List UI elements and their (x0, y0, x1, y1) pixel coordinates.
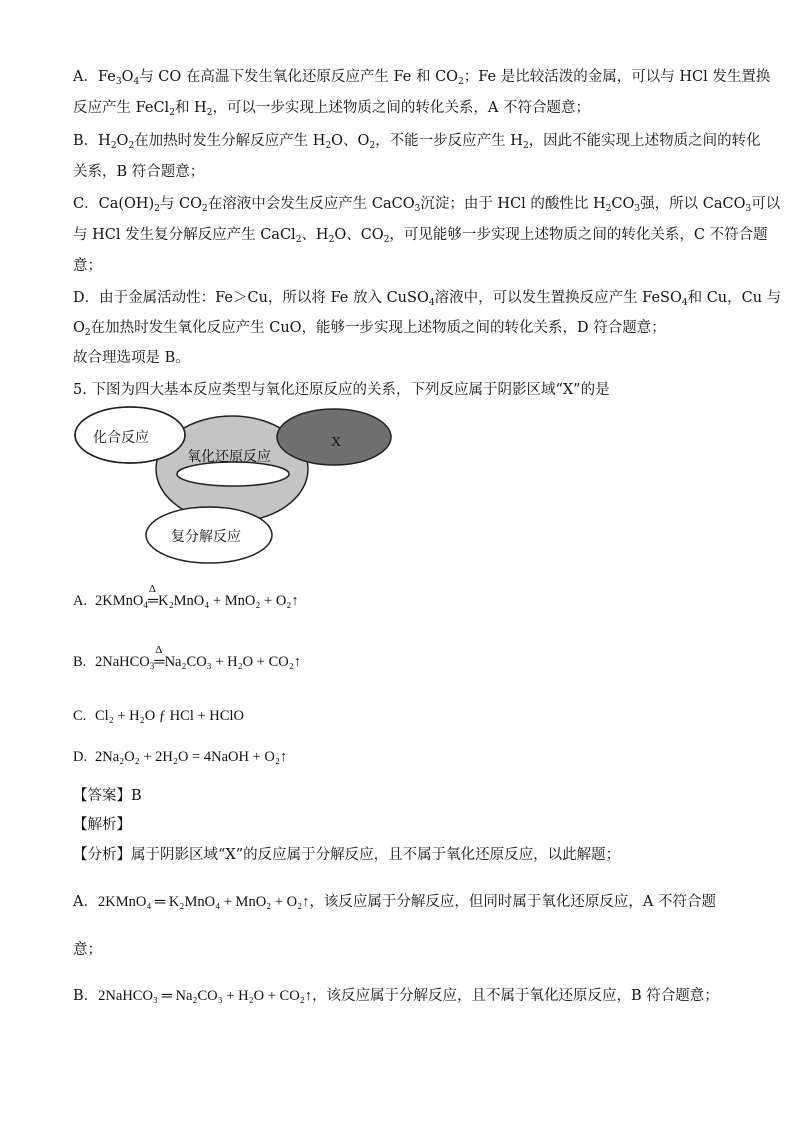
question-stem: 5. 下图为四大基本反应类型与氧化还原反应的关系，下列反应属于阴影区域“X”的是 (73, 382, 610, 398)
venn-replacement (177, 462, 289, 486)
answer-a-line: A．2KMnO₄ ═ K₂MnO₄ + MnO₂ + O₂↑，该反应属于分解反应，但同时属于氧化还原反应，A 不符合题 (73, 894, 716, 910)
analysis-c-line3: 意； (73, 258, 102, 274)
venn-label-combination: 化合反应 (93, 430, 149, 446)
venn-label-oxidation-reduction: 氧化还原反应 (187, 449, 271, 465)
answer-b-line: B．2NaHCO₃ ═ Na₂CO₃ + H₂O + CO₂↑，该反应属于分解反应，且不属于氧化还原反应，B 符合题意； (73, 988, 719, 1004)
analysis-summary: 【分析】属于阴影区域“X”的反应属于分解反应，且不属于氧化还原反应，以此解题； (73, 847, 621, 863)
analysis-a-line1: A．$Fe_3O_4$与 CO 在高温下发生氧化还原反应产生 Fe 和 $CO_2$；Fe 是比较活泼的金属，可以与 HCl 发生置换 (73, 69, 771, 87)
answer-line: 【答案】B (73, 788, 142, 804)
option-d: D. 2Na₂O₂ + 2H₂O = 4NaOH + O₂↑ (73, 749, 288, 765)
venn-diagram (73, 406, 403, 578)
analysis-heading: 【解析】 (73, 817, 131, 833)
analysis-b-line2: 关系，B 符合题意； (73, 164, 205, 180)
analysis-conclusion: 故合理选项是 B。 (73, 350, 190, 366)
venn-label-x: X (331, 435, 342, 450)
analysis-d-line1: D．由于金属活动性：Fe＞Cu，所以将 Fe 放入 CuSO$_4$溶液中，可以发生置换反应产生 FeSO$_4$和 Cu，Cu 与 (73, 290, 782, 308)
venn-label-double-decomposition: 复分解反应 (171, 529, 241, 545)
analysis-b-line1: B．$H_2O_2$在加热时发生分解反应产生 $H_2O$、$O_2$，不能一步反应产生 $H_2$，因此不能实现上述物质之间的转化 (73, 133, 761, 151)
option-a: A. 2KMnO$_4$═ Δ K₂MnO₄ + MnO₂ + O₂↑ (73, 583, 299, 610)
analysis-c-line2: 与 HCl 发生复分解反应产生 CaCl$_2$、$H_2O$、$CO_2$，可见能够一步实现上述物质之间的转化关系，C 不符合题 (73, 227, 768, 245)
answer-a-line2: 意； (73, 942, 102, 958)
analysis-d-line2: $O_2$在加热时发生氧化反应产生 CuO，能够一步实现上述物质之间的转化关系，D 符合题意； (73, 320, 666, 338)
option-b: B. 2NaHCO$_3$═ Δ Na₂CO₃ + H₂O + CO₂↑ (73, 644, 302, 671)
option-c: C. Cl₂ + H₂O ƒ HCl + HClO (73, 708, 244, 724)
analysis-a-line2: 反应产生 FeCl$_2$和 $H_2$，可以一步实现上述物质之间的转化关系，A 不符合题意； (73, 100, 591, 118)
analysis-c-line1: C．$Ca(OH)_2$与 $CO_2$在溶液中会发生反应产生 CaCO$_3$沉淀；由于 HCl 的酸性比 $H_2CO_3$强，所以 CaCO$_3$可以 (73, 196, 781, 214)
